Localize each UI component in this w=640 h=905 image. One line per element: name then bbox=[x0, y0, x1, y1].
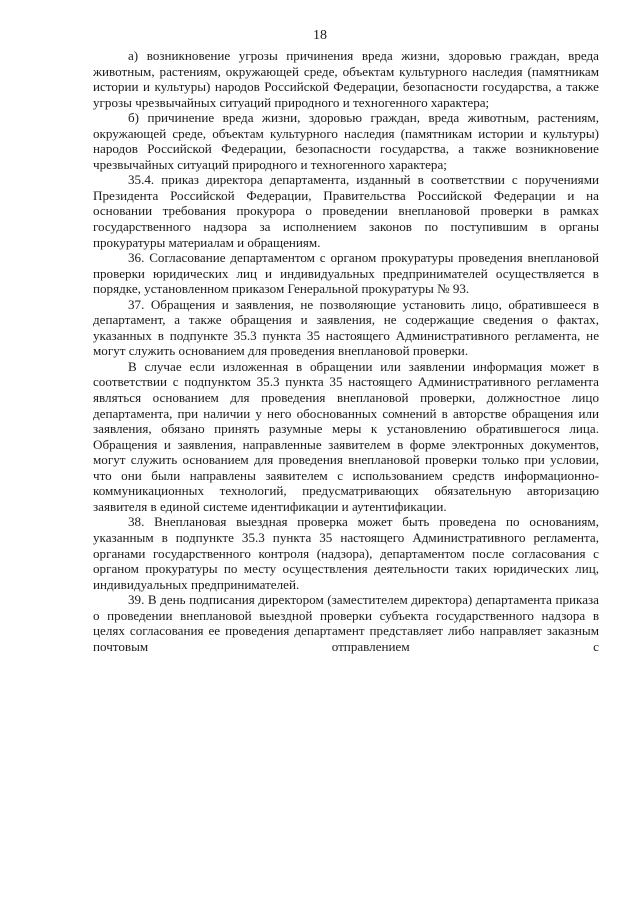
paragraph-a: а) возникновение угрозы причинения вреда жизни, здоровью граждан, вреда животным, растениям, окружающей среде, объектам культурного наследия (памятникам истории и культуры) народов Российской Федерации, безопасности государства, а также угрозы чрезвычайных ситуаций природного и техногенного характера; bbox=[93, 48, 599, 110]
paragraph-37-continued: В случае если изложенная в обращении или заявлении информация может в соответствии с подпунктом 35.3 пункта 35 настоящего Административного регламента являться основанием для проведения внеплановой проверки, должностное лицо департамента, при наличии у него обоснованных сомнений в авторстве обращения или заявления, обязано принять разумные меры к установлению обратившегося лица. Обращения и заявления, направленные заявителем в форме электронных документов, могут служить основанием для проведения внеплановой проверки только при условии, что они были направлены заявителем с использованием средств информационно-коммуникационных технологий, предусматривающих обязательную авторизацию заявителя в единой системе идентификации и аутентификации. bbox=[93, 358, 599, 514]
paragraph-37: 37. Обращения и заявления, не позволяющие установить лицо, обратившееся в департамент, а также обращения и заявления, не содержащие сведения о фактах, указанных в подпункте 35.3 пункта 35 настоящего Административного регламента, не могут служить основанием для проведения внеплановой проверки. bbox=[93, 296, 599, 359]
document-body bbox=[93, 48, 599, 654]
paragraph-39: 39. В день подписания директором (заместителем директора) департамента приказа о проведении внеплановой выездной проверки субъекта государственного надзора в целях согласования ее проведения департамент представляет либо направляет заказным почтовым отправлением с bbox=[93, 592, 599, 654]
paragraph-36: 36. Согласование департаментом с органом прокуратуры проведения внеплановой проверки юридических лиц и индивидуальных предпринимателей осуществляется в порядке, установленном приказом Генеральной прокуратуры № 93. bbox=[93, 250, 599, 297]
paragraph-35-4: 35.4. приказ директора департамента, изданный в соответствии с поручениями Президента Российской Федерации, Правительства Российской Федерации и на основании требования прокурора о проведении внеплановой проверки в рамках государственного надзора за исполнением законов по поступившим в органы прокуратуры материалам и обращениям. bbox=[93, 172, 599, 250]
page-number: 18 bbox=[313, 28, 327, 43]
paragraph-38: 38. Внеплановая выездная проверка может быть проведена по основаниям, указанным в подпункте 35.3 пункта 35 настоящего Административного регламента, органами государственного контроля (надзора), департаментом после согласования с органом прокуратуры по месту осуществления деятельности таких юридических лиц, индивидуальных предпринимателей. bbox=[93, 514, 599, 592]
paragraph-b: б) причинение вреда жизни, здоровью граждан, вреда животным, растениям, окружающей среде, объектам культурного наследия (памятникам истории и культуры) народов Российской Федерации, безопасности государства, а также возникновение чрезвычайных ситуаций природного и техногенного характера; bbox=[93, 110, 599, 172]
